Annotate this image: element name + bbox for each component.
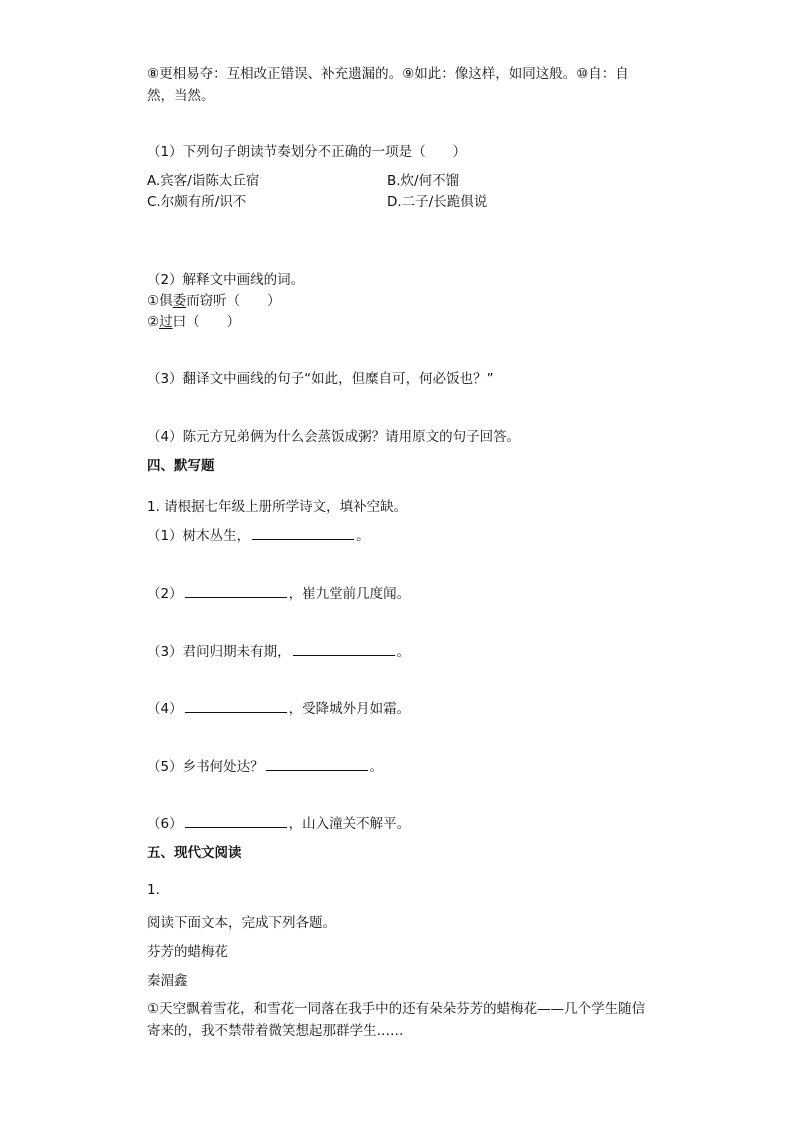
fill-item-suffix: 。 xyxy=(396,644,411,660)
question-4-stem: （4）陈元方兄弟俩为什么会蒸饭成粥？请用原文的句子回答。 xyxy=(147,429,521,445)
answer-blank[interactable] xyxy=(185,815,287,828)
fill-item-suffix: ，山入潼关不解平。 xyxy=(288,816,411,832)
answer-blank[interactable] xyxy=(185,700,287,713)
answer-blank[interactable] xyxy=(252,527,354,540)
fill-item xyxy=(147,697,410,717)
question-1-stem: （1）下列句子朗读节奏划分不正确的一项是（ ） xyxy=(147,144,467,160)
fill-item-prefix: （5）乡书何处达？ xyxy=(147,759,264,775)
paragraph-line: ①天空飘着雪花，和雪花一同落在我手中的还有朵朵芬芳的蜡梅花——几个学生随信 xyxy=(147,1001,646,1017)
fill-item-prefix: （6） xyxy=(147,816,183,832)
fill-item-prefix: （3）君问归期未有期， xyxy=(147,644,291,660)
fill-item-suffix: 。 xyxy=(369,759,384,775)
fill-item-prefix: （1）树木丛生， xyxy=(147,528,251,544)
option-c: C.尔颇有所/识不 xyxy=(147,194,247,210)
item-suffix: 曰（ ） xyxy=(172,314,241,330)
fill-item-suffix: ，受降城外月如霜。 xyxy=(288,701,411,717)
reading-instruction: 阅读下面文本，完成下列各题。 xyxy=(147,915,336,931)
fill-item-prefix: （2） xyxy=(147,586,183,602)
option-b: B.炊/何不馏 xyxy=(387,173,460,189)
article-author: 秦湄鑫 xyxy=(147,973,188,989)
section-5-title: 五、现代文阅读 xyxy=(147,845,242,861)
option-a: A.宾客/诣陈太丘宿 xyxy=(147,173,260,189)
paragraph-line: 寄来的，我不禁带着微笑想起那群学生…… xyxy=(147,1023,404,1039)
fill-item xyxy=(147,582,410,602)
answer-blank[interactable] xyxy=(266,758,368,771)
fill-item xyxy=(147,755,383,775)
option-d: D.二子/长跪俱说 xyxy=(387,194,488,210)
item-prefix: ①俱 xyxy=(147,293,173,309)
question-3-stem: （3）翻译文中画线的句子“如此，但糜自可，何必饭也？” xyxy=(147,371,494,387)
fill-item xyxy=(147,524,370,544)
underlined-word: 委 xyxy=(172,293,187,309)
answer-blank[interactable] xyxy=(185,585,287,598)
answer-blank[interactable] xyxy=(293,643,395,656)
question-2-stem: （2）解释文中画线的词。 xyxy=(147,272,305,288)
fill-item-suffix: 。 xyxy=(356,528,370,544)
item-prefix: ② xyxy=(147,314,160,330)
section-4-intro: 1. 请根据七年级上册所学诗文，填补空缺。 xyxy=(147,499,408,515)
underlined-word: 过 xyxy=(159,314,173,330)
question-2-item-1 xyxy=(147,289,281,309)
note-line: 然，当然。 xyxy=(147,88,215,104)
note-line: ⑧更相易夺：互相改正错误、补充遗漏的。⑨如此：像这样，如同这般。⑩自：自 xyxy=(147,66,629,82)
fill-item xyxy=(147,812,410,832)
question-number: 1. xyxy=(147,882,160,898)
fill-item-suffix: ，崔九堂前几度闻。 xyxy=(288,586,411,602)
question-2-item-2 xyxy=(147,310,240,330)
fill-item-prefix: （4） xyxy=(147,701,183,717)
item-suffix: 而窃听（ ） xyxy=(186,293,281,309)
article-title: 芬芳的蜡梅花 xyxy=(147,944,228,960)
fill-item xyxy=(147,640,410,660)
section-4-title: 四、默写题 xyxy=(147,458,215,474)
